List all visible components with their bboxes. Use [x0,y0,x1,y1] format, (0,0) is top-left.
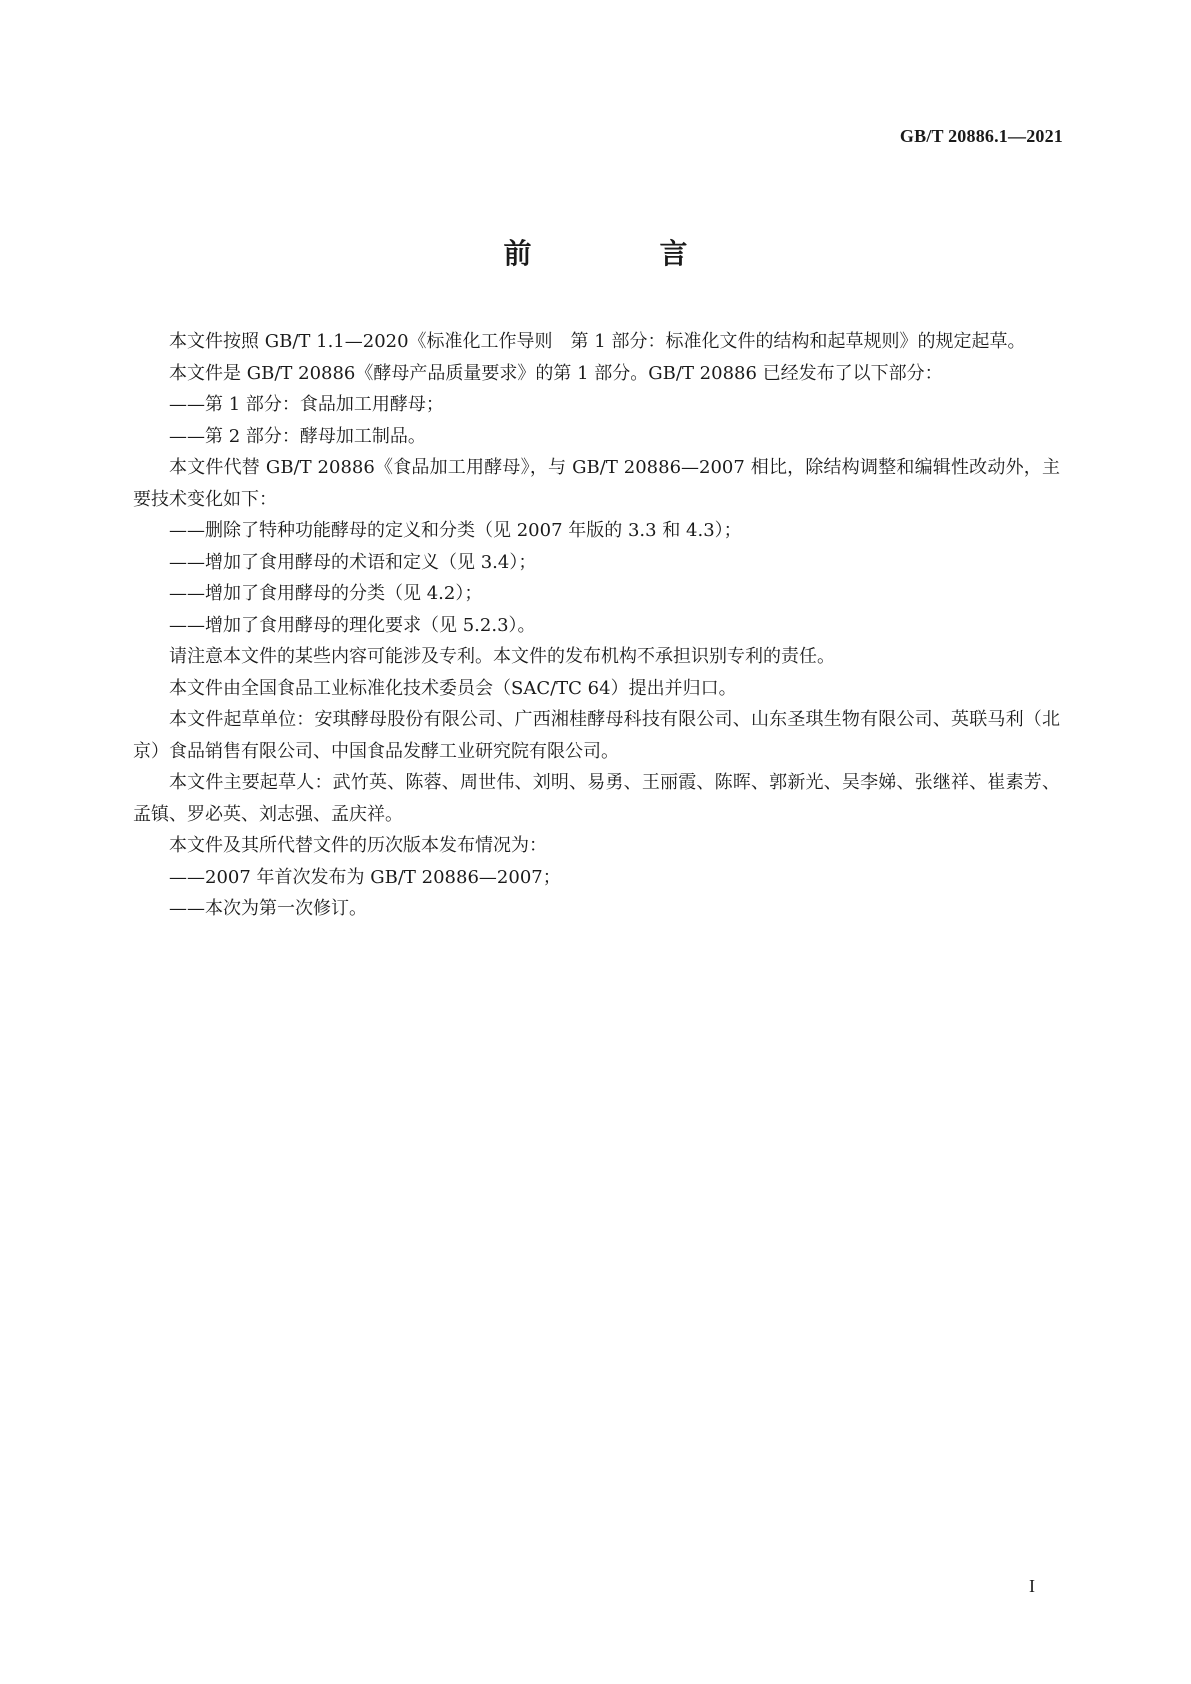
list-item-change-2: ——增加了食用酵母的术语和定义（见 3.4）； [169,551,537,573]
paragraph-drafters: 本文件主要起草人：武竹英、陈蓉、周世伟、刘明、易勇、王丽霞、陈晖、郭新光、吴李娣、张继祥、崔素芳、孟镇、罗必英、刘志强、孟庆祥。 [133,772,1060,825]
list-item-part-2: ——第 2 部分：酵母加工制品。 [169,425,426,447]
list-item-history-1: ——2007 年首次发布为 GB/T 20886—2007； [169,866,561,888]
paragraph-replacement: 本文件代替 GB/T 20886《食品加工用酵母》，与 GB/T 20886—2007 相比，除结构调整和编辑性改动外，主要技术变化如下： [133,457,1060,510]
page-number: I [1029,1576,1035,1596]
paragraph-drafting-rules: 本文件按照 GB/T 1.1—2020《标准化工作导则 第 1 部分：标准化文件的结构和起草规则》的规定起草。 [169,331,1026,352]
paragraph-drafting-units: 本文件起草单位：安琪酵母股份有限公司、广西湘桂酵母科技有限公司、山东圣琪生物有限公司、英联马利（北京）食品销售有限公司、中国食品发酵工业研究院有限公司。 [133,709,1060,762]
list-item-part-1: ——第 1 部分：食品加工用酵母； [169,394,444,415]
foreword-body [133,326,1060,925]
paragraph-patent-notice: 请注意本文件的某些内容可能涉及专利。本文件的发布机构不承担识别专利的责任。 [169,646,835,667]
list-item-history-2: ——本次为第一次修订。 [169,898,367,919]
list-item-change-3: ——增加了食用酵母的分类（见 4.2）； [169,583,483,604]
list-item-change-4: ——增加了食用酵母的理化要求（见 5.2.3）。 [169,614,536,636]
page-title: 前 言 [503,237,738,270]
list-item-change-1: ——删除了特种功能酵母的定义和分类（见 2007 年版的 3.3 和 4.3）； [169,520,742,541]
paragraph-part-description: 本文件是 GB/T 20886《酵母产品质量要求》的第 1 部分。GB/T 20886 已经发布了以下部分： [169,362,943,384]
document-code: GB/T 20886.1—2021 [899,126,1063,146]
paragraph-version-history: 本文件及其所代替文件的历次版本发布情况为： [169,835,547,856]
paragraph-proposer: 本文件由全国食品工业标准化技术委员会（SAC/TC 64）提出并归口。 [169,677,737,699]
